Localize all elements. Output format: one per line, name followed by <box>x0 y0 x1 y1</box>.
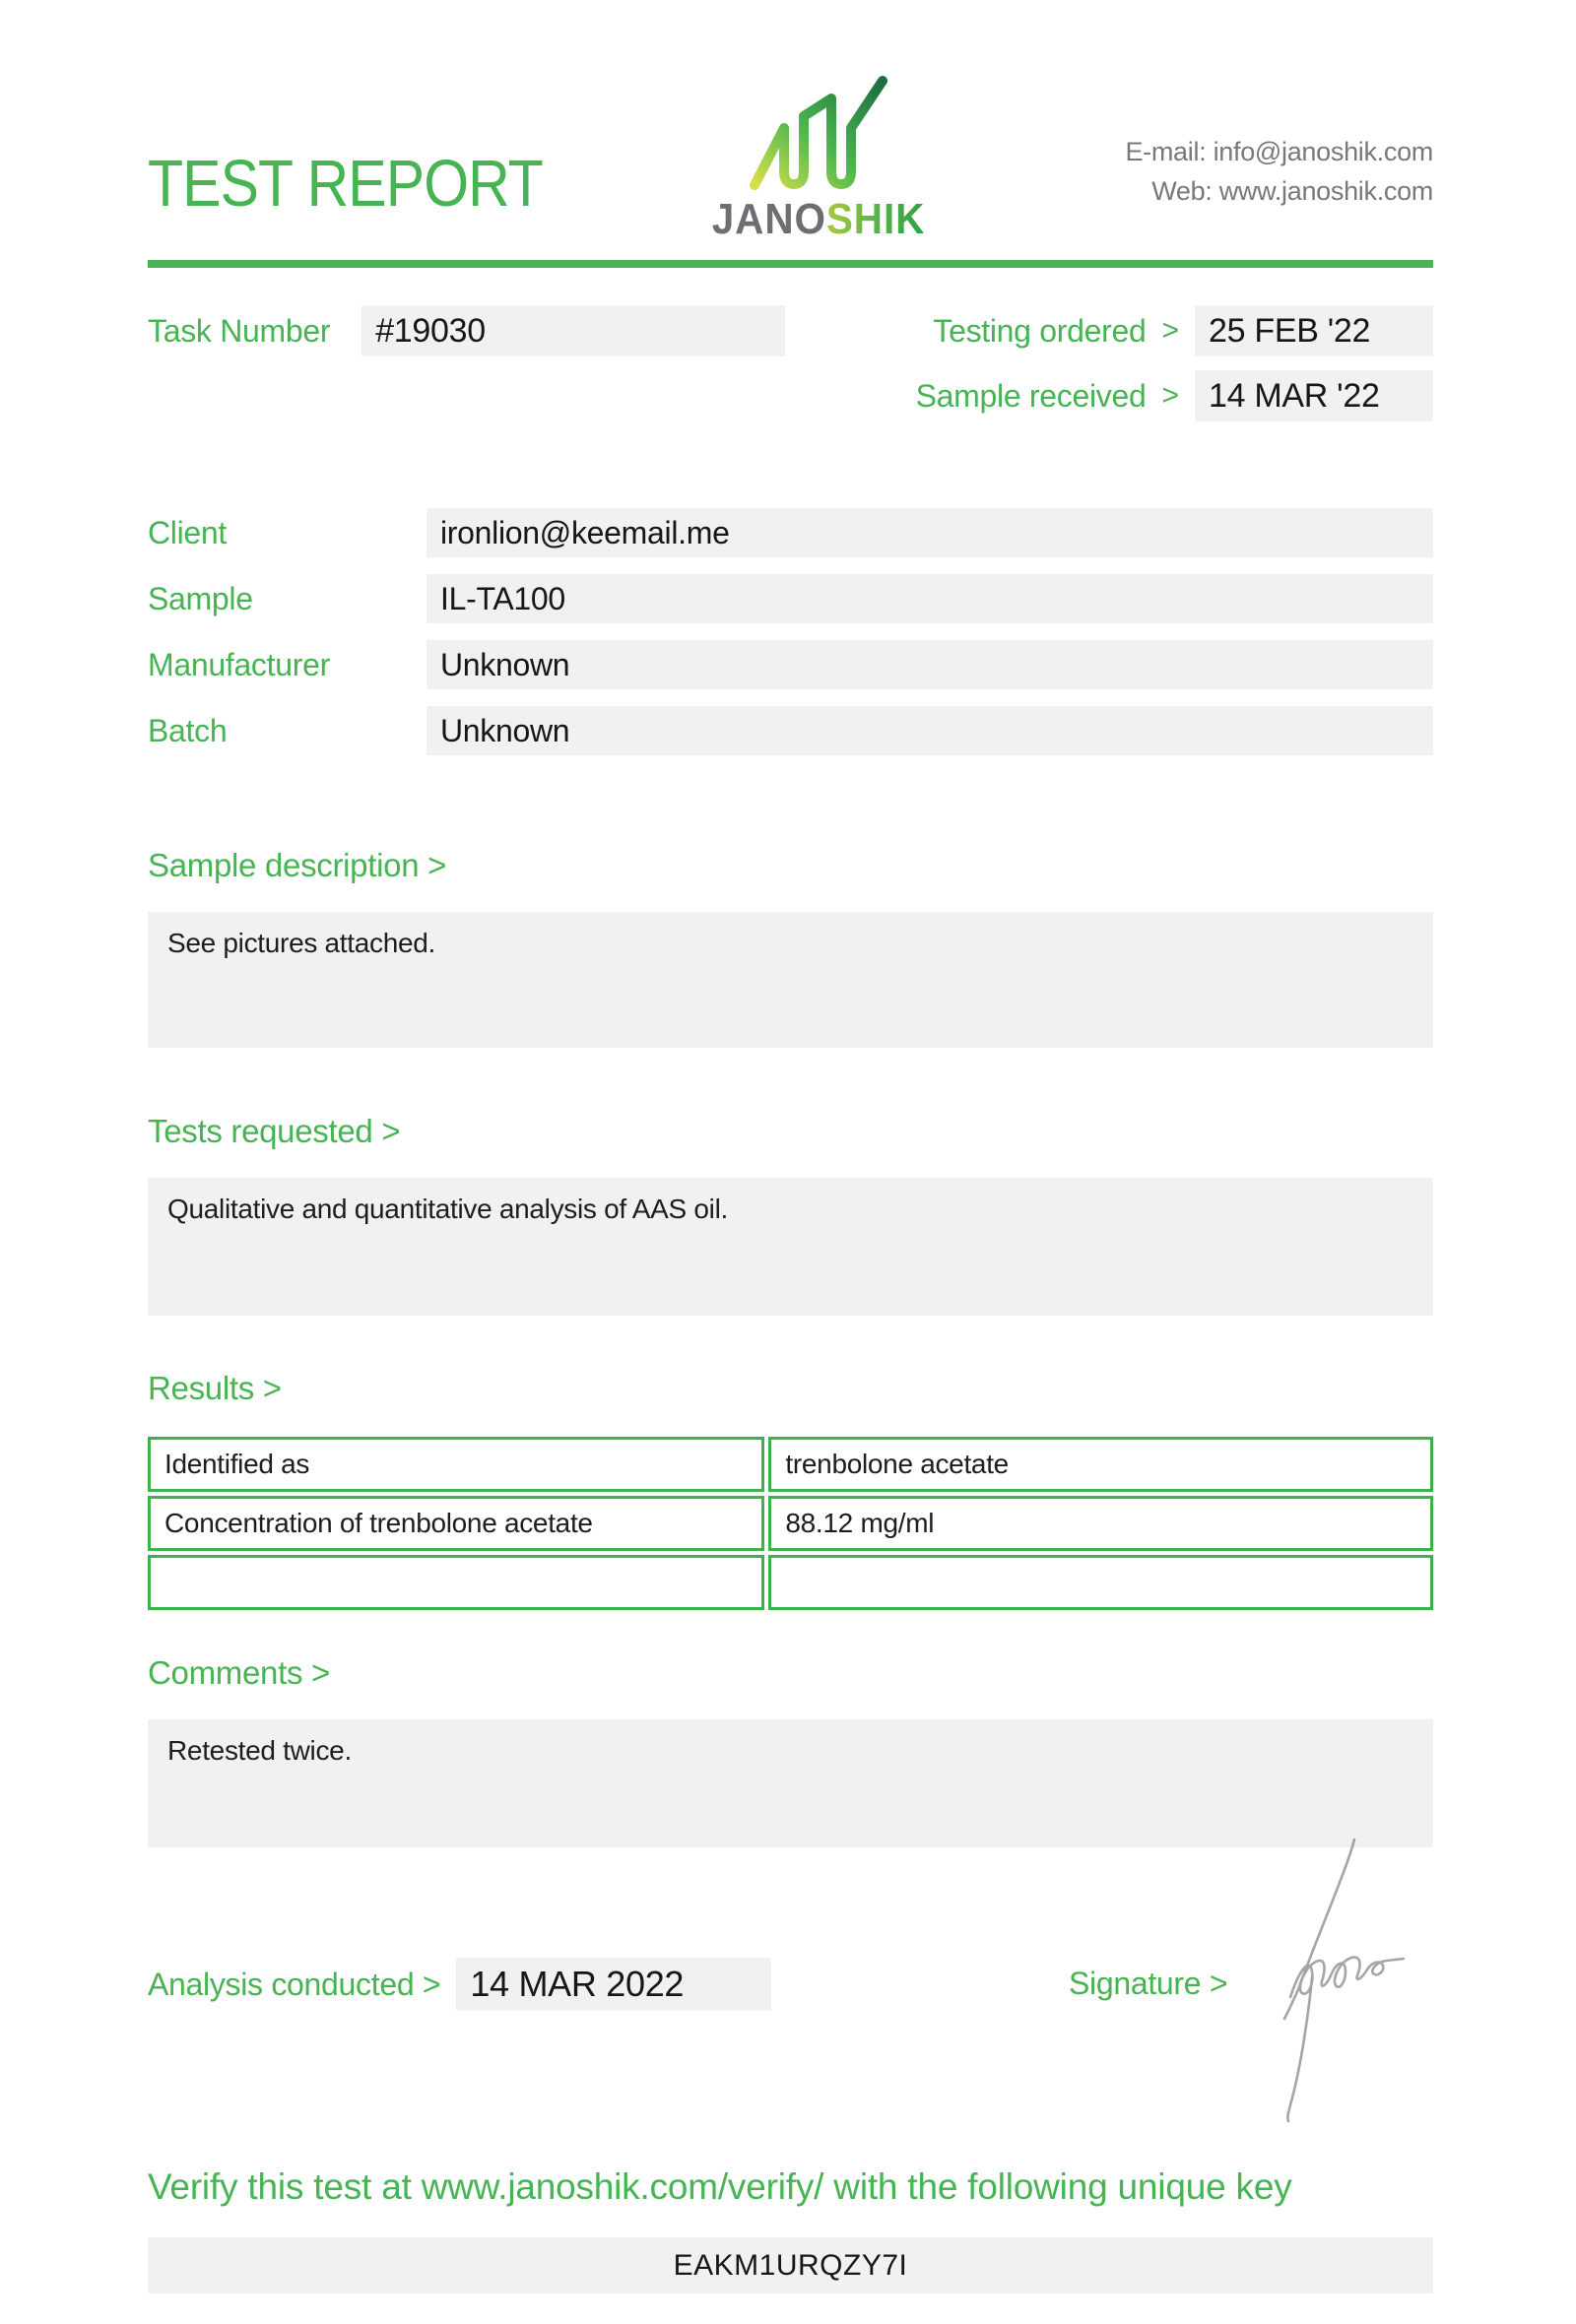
info-row-sample <box>148 574 1433 623</box>
client-value: ironlion@keemail.me <box>427 508 1433 557</box>
analysis-conducted-label: Analysis conducted > <box>148 1966 441 2002</box>
result-name-cell: Concentration of trenbolone acetate <box>148 1496 764 1551</box>
manufacturer-label: Manufacturer <box>148 646 330 682</box>
sample-description-heading: Sample description > <box>148 847 447 883</box>
batch-value: Unknown <box>427 706 1433 755</box>
sample-received-value: 14 MAR '22 <box>1195 370 1433 421</box>
tests-requested-heading: Tests requested > <box>148 1113 401 1149</box>
manufacturer-value: Unknown <box>427 640 1433 689</box>
analysis-conducted-value: 14 MAR 2022 <box>456 1958 771 2011</box>
testing-ordered-value: 25 FEB '22 <box>1195 305 1433 356</box>
contact-info <box>1125 132 1433 211</box>
result-name-cell <box>148 1555 764 1610</box>
page-title: TEST REPORT <box>148 147 543 221</box>
table-row <box>148 1496 1433 1551</box>
results-table <box>148 1437 1433 1610</box>
result-value-cell: 88.12 mg/ml <box>768 1496 1433 1551</box>
task-number-group <box>148 305 785 421</box>
chevron-right-icon: > <box>1161 379 1179 412</box>
signature-label: Signature > <box>1069 1966 1228 2001</box>
tests-requested-box: Qualitative and quantitative analysis of AAS oil. <box>148 1178 1433 1316</box>
dates-group <box>916 305 1433 421</box>
test-report-page <box>148 0 1433 2293</box>
task-number-label: Task Number <box>148 313 331 349</box>
result-name-cell: Identified as <box>148 1437 764 1492</box>
results-heading: Results > <box>148 1370 282 1406</box>
result-value-cell <box>768 1555 1433 1610</box>
header-divider <box>148 260 1433 268</box>
verify-key-box <box>148 2237 1433 2293</box>
comments-box: Retested twice. <box>148 1719 1433 1847</box>
comments-heading: Comments > <box>148 1654 330 1691</box>
verify-instructions: Verify this test at www.janoshik.com/verify/ with the following unique key <box>148 2166 1292 2207</box>
task-section <box>148 305 1433 421</box>
task-number-value: #19030 <box>361 305 785 356</box>
sample-value: IL-TA100 <box>427 574 1433 623</box>
contact-web: Web: www.janoshik.com <box>1151 176 1433 206</box>
results-section <box>148 1370 1433 1610</box>
sample-info-section <box>148 508 1433 755</box>
analysis-signature-row <box>148 1958 1433 2011</box>
comments-section <box>148 1654 1433 1847</box>
info-row-client <box>148 508 1433 557</box>
table-row <box>148 1555 1433 1610</box>
result-value-cell: trenbolone acetate <box>768 1437 1433 1492</box>
janoshik-logo <box>690 69 947 244</box>
handwritten-signature <box>1261 1832 1438 2127</box>
sample-received-label: Sample received <box>915 377 1147 414</box>
verify-key: EAKM1URQZY7I <box>673 2248 908 2282</box>
logo-text-jano: JANO <box>711 195 826 243</box>
tests-requested-section <box>148 1113 1433 1316</box>
chevron-right-icon: > <box>1161 314 1179 347</box>
logo-wordmark <box>700 195 936 244</box>
rising-chart-logo-icon <box>745 69 892 197</box>
sample-description-section <box>148 847 1433 1048</box>
table-row <box>148 1437 1433 1492</box>
info-row-manufacturer <box>148 640 1433 689</box>
report-header <box>148 69 1433 243</box>
logo-text-shik: SHIK <box>825 195 925 243</box>
sample-label: Sample <box>148 580 253 616</box>
contact-email: E-mail: info@janoshik.com <box>1125 137 1433 166</box>
testing-ordered-label: Testing ordered <box>933 312 1147 349</box>
client-label: Client <box>148 514 228 550</box>
batch-label: Batch <box>148 712 228 748</box>
sample-description-box: See pictures attached. <box>148 912 1433 1048</box>
info-row-batch <box>148 706 1433 755</box>
